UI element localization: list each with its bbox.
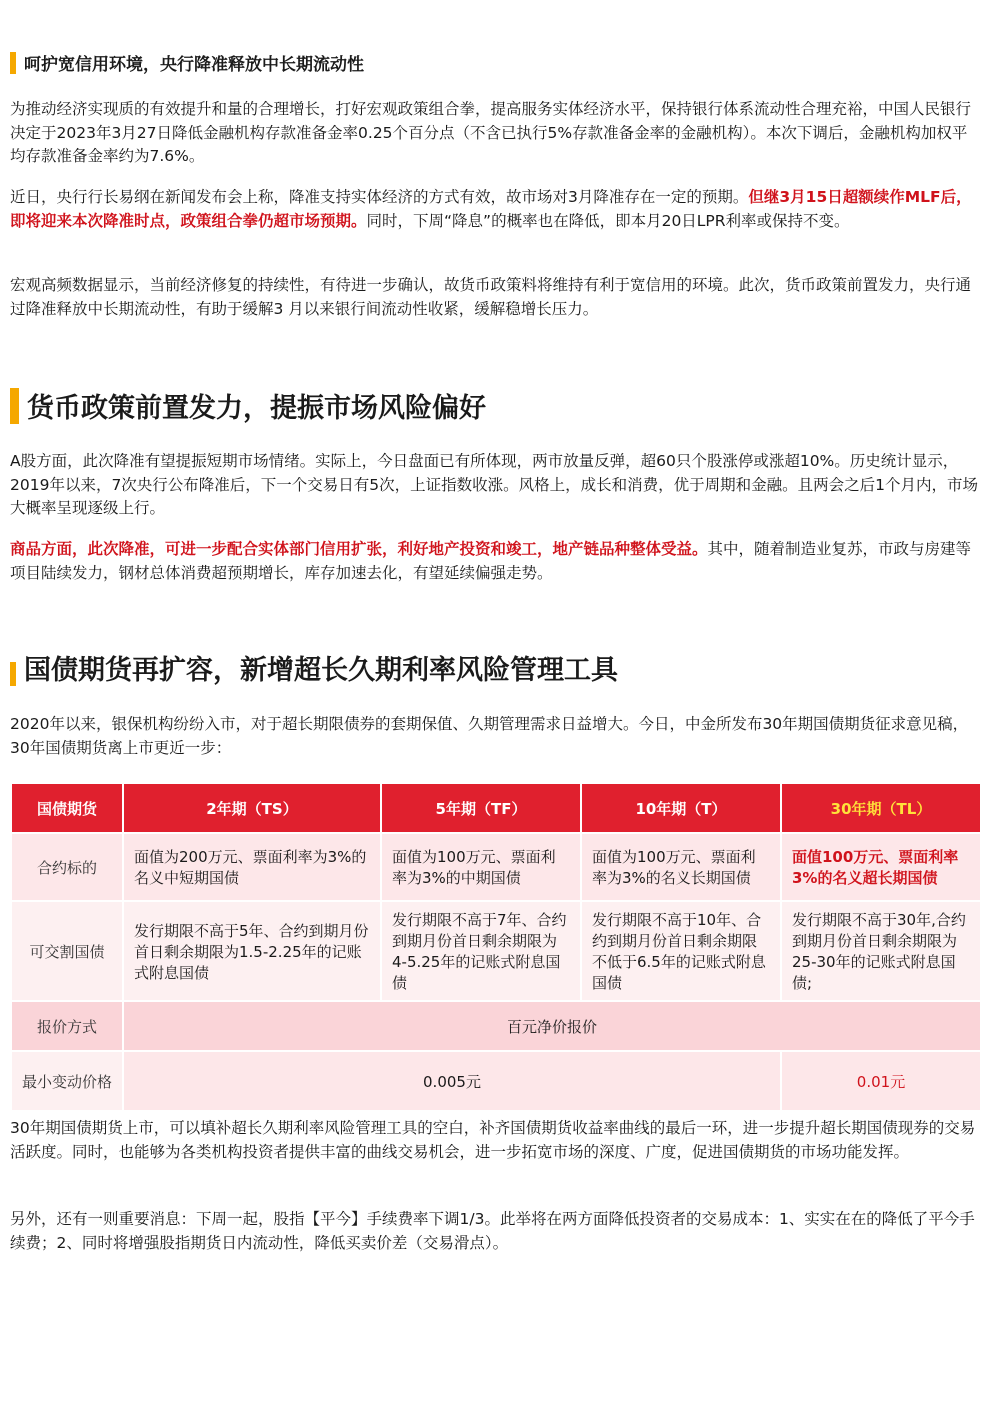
paragraph: 宏观高频数据显示，当前经济修复的持续性，有待进一步确认，故货币政策料将维持有利于宽信用的环境。此次，货币政策前置发力，央行通过降准释放中长期流动性，有助于缓解3 月以来银行间流动性收紧，缓解稳增长压力。 <box>10 276 972 318</box>
table-row <box>11 1051 981 1111</box>
table-header-cell: 10年期（T） <box>581 783 781 833</box>
row-header: 最小变动价格 <box>11 1051 123 1111</box>
paragraph: A股方面，此次降准有望提振短期市场情绪。实际上，今日盘面已有所体现，两市放量反弹，超60只个股涨停或涨超10%。历史统计显示，2019年以来，7次央行公布降准后，下一个交易日有5次，上证指数收涨。风格上，成长和消费，优于周期和金融。且两会之后1个月内，市场大概率呈现逐级上行。 <box>10 452 979 517</box>
table-row <box>11 1001 981 1051</box>
paragraph: 2020年以来，银保机构纷纷入市，对于超长期限债券的套期保值、久期管理需求日益增大。今日，中金所发布30年期国债期货征求意见稿，30年国债期货离上市更近一步： <box>10 715 969 757</box>
futures-comparison-table <box>10 782 982 1112</box>
row-header: 合约标的 <box>11 833 123 901</box>
section-heading-1-text: 呵护宽信用环境，央行降准释放中长期流动性 <box>24 55 364 75</box>
highlight-text: 但继3月15日超额续作MLF后，即将迎来本次降准时点，政策组合拳仍超市场预期。 <box>10 188 972 230</box>
section-heading-3 <box>10 648 618 687</box>
section-heading-2 <box>10 386 486 425</box>
paragraph: 近日，央行行长易纲在新闻发布会上称，降准支持实体经济的方式有效，故市场对3月降准存在一定的预期。但继3月15日超额续作MLF后，即将迎来本次降准时点，政策组合拳仍超市场预期。同时，下周“降息”的概率也在降低，即本月20日LPR利率或保持不变。 <box>10 188 972 230</box>
table-cell: 发行期限不高于7年、合约到期月份首日剩余期限为4-5.25年的记账式附息国债 <box>381 901 581 1001</box>
table-cell-highlight: 面值100万元、票面利率3%的名义超长期国债 <box>781 833 981 901</box>
table-cell-highlight: 0.01元 <box>781 1051 981 1111</box>
section-heading-1 <box>10 50 364 75</box>
table-header-cell: 5年期（TF） <box>381 783 581 833</box>
table-header-cell-highlight: 30年期（TL） <box>781 783 981 833</box>
paragraph: 30年期国债期货上市，可以填补超长久期利率风险管理工具的空白，补齐国债期货收益率曲线的最后一环，进一步提升超长期国债现券的交易活跃度。同时，也能够为各类机构投资者提供丰富的曲线交易机会，进一步拓宽市场的深度、广度，促进国债期货的市场功能发挥。 <box>10 1119 976 1161</box>
paragraph: 商品方面，此次降准，可进一步配合实体部门信用扩张，利好地产投资和竣工，地产链品种整体受益。其中，随着制造业复苏，市政与房建等项目陆续发力，钢材总体消费超预期增长，库存加速去化，有望延续偏强走势。 <box>10 540 972 582</box>
table-cell: 面值为200万元、票面利率为3%的名义中短期国债 <box>123 833 381 901</box>
table-header-row <box>11 783 981 833</box>
heading-accent-bar <box>10 662 16 686</box>
table-header-cell: 国债期货 <box>11 783 123 833</box>
table-cell: 面值为100万元、票面利率为3%的中期国债 <box>381 833 581 901</box>
table-row <box>11 833 981 901</box>
paragraph: 为推动经济实现质的有效提升和量的合理增长，打好宏观政策组合拳，提高服务实体经济水平，保持银行体系流动性合理充裕，中国人民银行决定于2023年3月27日降低金融机构存款准备金率0.25个百分点（不含已执行5%存款准备金率的金融机构）。本次下调后，金融机构加权平均存款准备金率约为7.6%。 <box>10 100 972 165</box>
heading-accent-bar <box>10 388 19 424</box>
table-row <box>11 901 981 1001</box>
section-heading-3-text: 国债期货再扩容，新增超长久期利率风险管理工具 <box>24 655 618 686</box>
table-cell: 面值为100万元、票面利率为3%的名义长期国债 <box>581 833 781 901</box>
table-cell: 0.005元 <box>123 1051 781 1111</box>
paragraph: 另外，还有一则重要消息：下周一起，股指【平今】手续费率下调1/3。此举将在两方面降低投资者的交易成本：1、实实在在的降低了平今手续费；2、同时将增强股指期货日内流动性，降低买卖价差（交易滑点）。 <box>10 1210 975 1252</box>
table-header-cell: 2年期（TS） <box>123 783 381 833</box>
table-cell: 发行期限不高于5年、合约到期月份首日剩余期限为1.5-2.25年的记账式附息国债 <box>123 901 381 1001</box>
row-header: 报价方式 <box>11 1001 123 1051</box>
section-heading-2-text: 货币政策前置发力，提振市场风险偏好 <box>27 393 486 424</box>
highlight-text: 商品方面，此次降准，可进一步配合实体部门信用扩张，利好地产投资和竣工，地产链品种整体受益。 <box>10 540 708 558</box>
heading-accent-bar <box>10 52 16 74</box>
table-cell: 发行期限不高于10年、合约到期月份首日剩余期限不低于6.5年的记账式附息国债 <box>581 901 781 1001</box>
table-cell: 发行期限不高于30年,合约到期月份首日剩余期限为25-30年的记账式附息国债; <box>781 901 981 1001</box>
row-header: 可交割国债 <box>11 901 123 1001</box>
table-cell: 百元净价报价 <box>123 1001 981 1051</box>
